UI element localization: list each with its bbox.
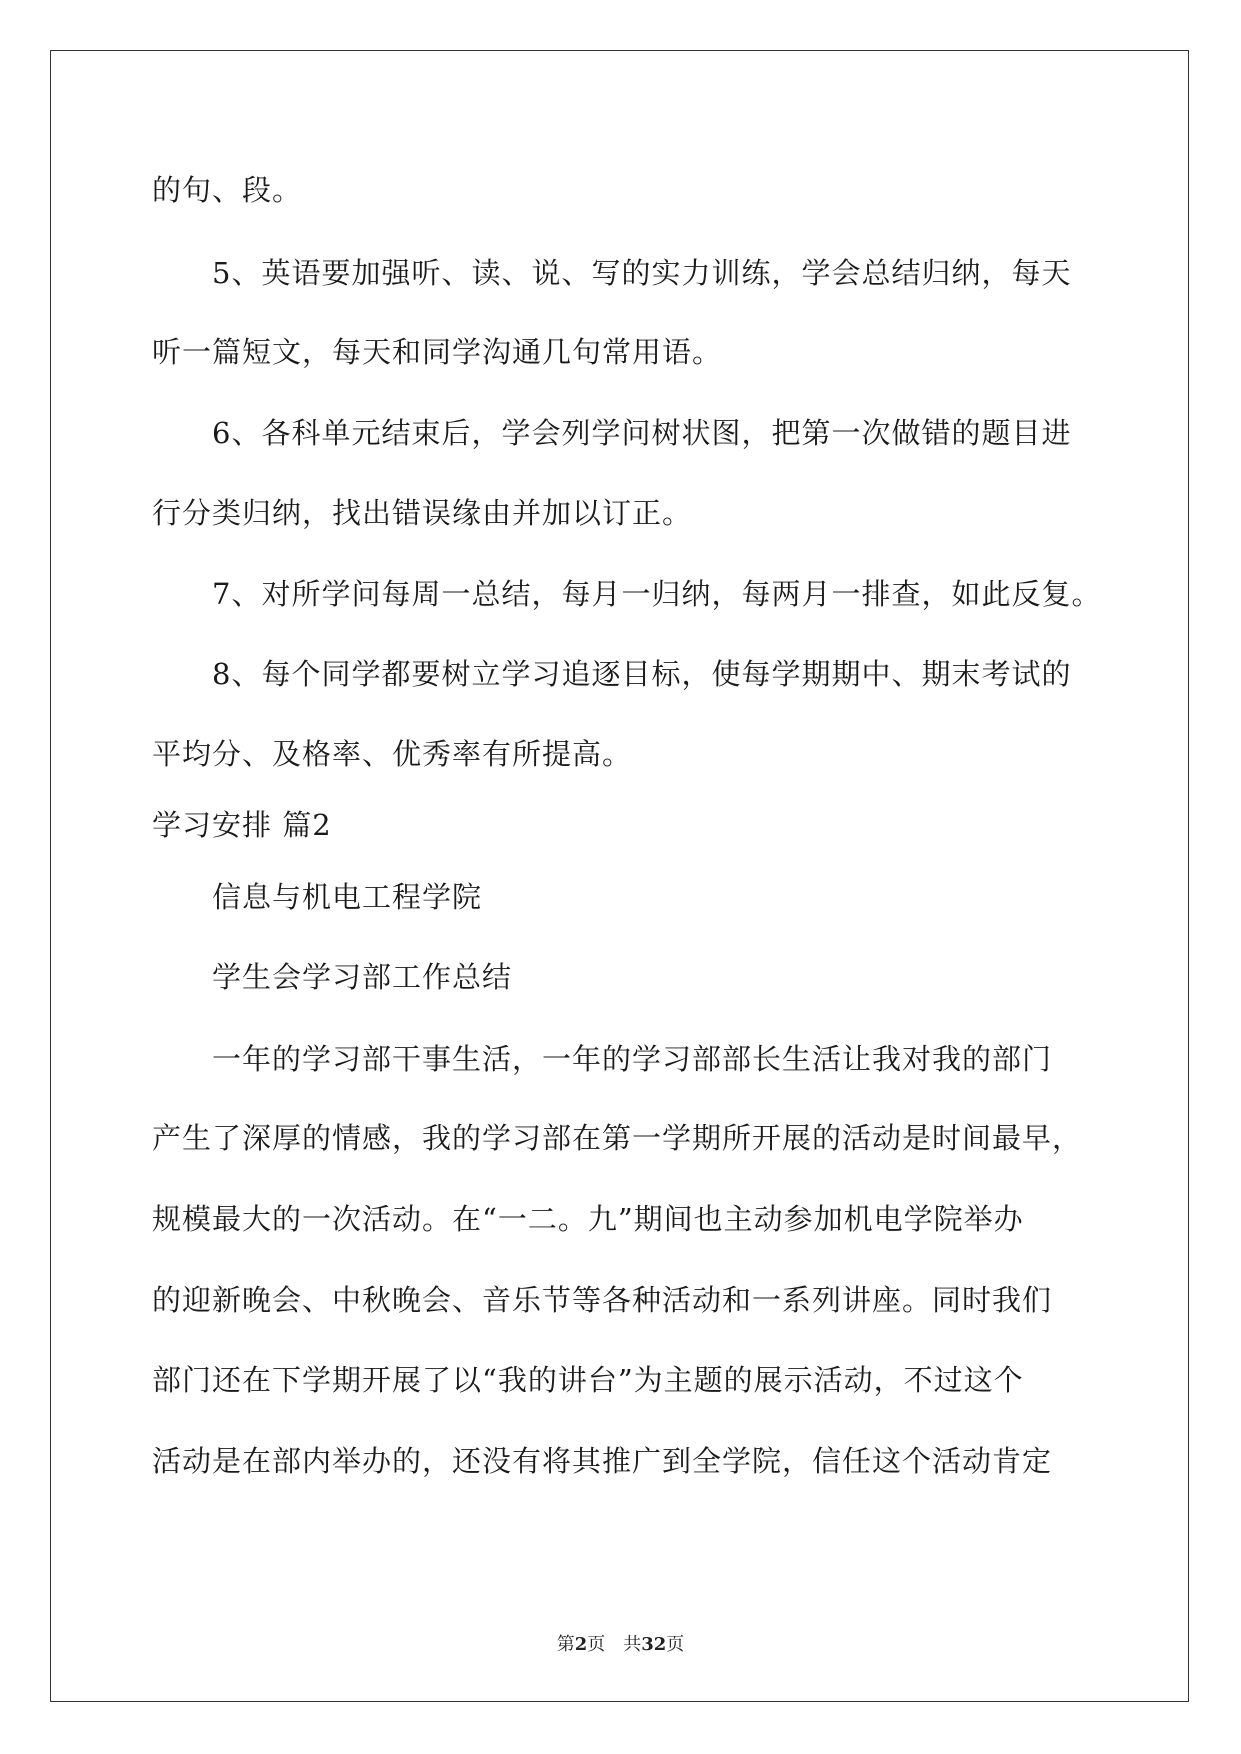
paragraph-line: 行分类归纳，找出错误缘由并加以订正。 <box>152 496 693 530</box>
paragraph-line: 6、各科单元结束后，学会列学问树状图，把第一次做错的题目进 <box>212 416 1072 450</box>
paragraph-line: 产生了深厚的情感，我的学习部在第一学期所开展的活动是时间最早， <box>152 1121 1083 1155</box>
paragraph-line: 听一篇短文，每天和同学沟通几句常用语。 <box>152 335 723 369</box>
section-heading: 学习安排 篇2 <box>152 808 332 842</box>
footer-page-suffix: 页 <box>587 1634 606 1655</box>
subtitle-line: 学生会学习部工作总结 <box>212 960 513 994</box>
paragraph-line: 5、英语要加强听、读、说、写的实力训练，学会总结归纳，每天 <box>212 256 1072 290</box>
paragraph-line: 7、对所学问每周一总结，每月一归纳，每两月一排查，如此反复。 <box>212 577 1102 611</box>
footer-total-pages: 32 <box>641 1634 667 1655</box>
footer-total-prefix: 共 <box>623 1634 642 1655</box>
paragraph-line: 活动是在部内举办的，还没有将其推广到全学院，信任这个活动肯定 <box>152 1444 1053 1478</box>
paragraph-line: 的句、段。 <box>152 173 303 207</box>
footer-total-suffix: 页 <box>666 1634 685 1655</box>
paragraph-line: 规模最大的一次活动。在“一二。九”期间也主动参加机电学院举办 <box>152 1202 1024 1236</box>
page-footer <box>0 1633 1241 1657</box>
paragraph-line: 平均分、及格率、优秀率有所提高。 <box>152 737 633 771</box>
paragraph-line: 8、每个同学都要树立学习追逐目标，使每学期期中、期末考试的 <box>212 657 1072 691</box>
paragraph-line: 一年的学习部干事生活，一年的学习部部长生活让我对我的部门 <box>212 1042 1053 1076</box>
footer-page-number: 2 <box>574 1634 588 1655</box>
footer-page-prefix: 第 <box>556 1634 575 1655</box>
subtitle-line: 信息与机电工程学院 <box>212 880 483 914</box>
paragraph-line: 部门还在下学期开展了以“我的讲台”为主题的展示活动，不过这个 <box>152 1363 1024 1397</box>
paragraph-line: 的迎新晚会、中秋晚会、音乐节等各种活动和一系列讲座。同时我们 <box>152 1283 1053 1317</box>
